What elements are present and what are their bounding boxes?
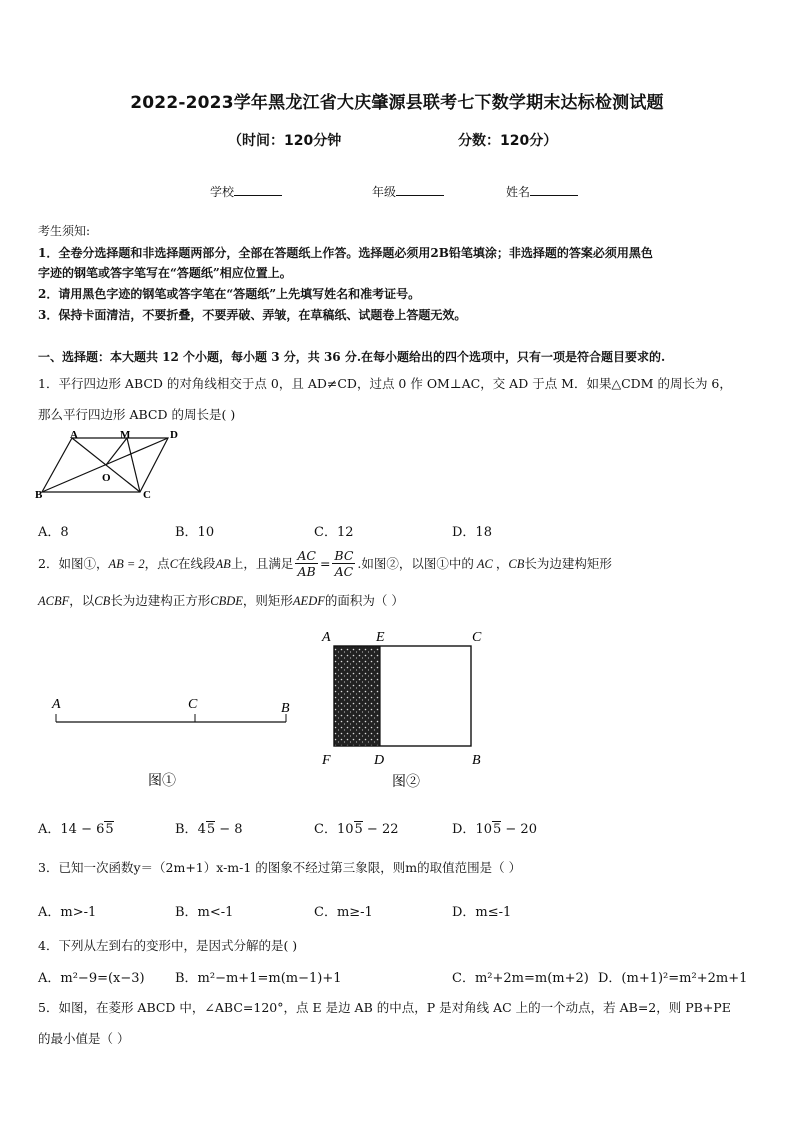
q3-option-a: A．m>-1 (38, 905, 97, 920)
q2-fig2-label-b: B (472, 753, 481, 768)
q4-option-a: A．m²−9=(x−3) (38, 971, 145, 986)
q2-fig2-label-c: C (472, 630, 482, 645)
page-title: 2022-2023学年黑龙江省大庆肇源县联考七下数学期末达标检测试题 (130, 93, 664, 113)
q2-figure-2 (316, 624, 496, 794)
q2-fig2-label-f: F (322, 753, 331, 768)
q2-option-b: B．45 − 8 (175, 822, 243, 837)
q5-text-2: 的最小值是（ ） (38, 1031, 130, 1046)
notice-item-3: 3．保持卡面清洁，不要折叠，不要弄破、弄皱，在草稿纸、试题卷上答题无效。 (38, 308, 467, 322)
q1-label-m: M (120, 429, 131, 441)
q2-mid2: 在线段 (178, 555, 216, 571)
q2-eq: = (319, 555, 331, 571)
q1-text-1: 1．平行四边形 ABCD 的对角线相交于点 0，且 AD≠CD，过点 0 作 OM⊥AC，交 AD 于点 M．如果△CDM 的周长为 6， (38, 376, 732, 391)
q2-text-2: ACBF，以CB长为边建构正方形CBDE，则矩形AEDF的面积为（ ） (38, 593, 404, 608)
q2-after: .如图②，以图①中的 (357, 555, 474, 571)
q2-c: C (169, 556, 179, 571)
q2-fraction-1: $\frac{AC}{AB}$ (297, 548, 316, 579)
exam-score: 分数：120分） (458, 133, 558, 149)
q2-acbf: ACBF (38, 594, 70, 608)
q2-fig2-label-d: D (374, 753, 385, 768)
q2-ab: AB (215, 556, 231, 571)
q1-option-b: B．10 (175, 525, 215, 540)
q4-option-b: B．m²−m+1=m(m−1)+1 (175, 971, 342, 986)
q1-label-o: O (102, 472, 111, 484)
q2-option-d: D．105 − 20 (452, 822, 537, 837)
notice-item-2: 2．请用黑色字迹的钢笔或答字笔在“答题纸”上先填写姓名和准考证号。 (38, 287, 421, 301)
q1-option-c: C．12 (314, 525, 354, 540)
school-blank (234, 184, 282, 196)
q2-after2: 长为边建构矩形 (524, 555, 612, 571)
q2-aedf: AEDF (292, 594, 325, 608)
q3-text: 3．已知一次函数y＝（2m+1）x-m-1 的图象不经过第三象限，则m的取值范围是（ ） (38, 860, 522, 875)
grade-field (372, 183, 444, 200)
q2-prefix: 2．如图①， (38, 555, 109, 571)
q2-fig1-caption: 图① (148, 774, 176, 789)
q2-ac: AC (476, 556, 493, 571)
q1-label-a: A (70, 429, 78, 441)
q2-option-c: C．105 − 22 (314, 822, 399, 837)
q2-fig2-label-a: A (322, 630, 331, 645)
q1-label-b: B (35, 489, 43, 501)
q4-option-d: D．(m+1)²=m²+2m+1 (598, 971, 748, 986)
q2-cb: CB (508, 556, 525, 571)
q1-label-d: D (170, 429, 178, 441)
school-field (210, 183, 282, 200)
name-label: 姓名 (506, 185, 531, 199)
school-label: 学校 (210, 185, 235, 199)
name-field (506, 183, 578, 200)
exam-time: （时间：120分钟 (228, 133, 342, 149)
q2-mid1: ，点 (144, 555, 170, 571)
q3-option-b: B．m<-1 (175, 905, 234, 920)
q1-parallelogram-figure (34, 428, 178, 508)
notice-heading: 考生须知: (38, 224, 91, 238)
q4-option-c: C．m²+2m=m(m+2) (452, 971, 589, 986)
q2-cb-2: CB (94, 594, 111, 608)
q2-comma: ， (495, 555, 509, 571)
q2-fraction-2: $\frac{BC}{AC}$ (334, 548, 354, 579)
q2-fig2-label-e: E (376, 630, 385, 645)
q3-option-c: C．m≥-1 (314, 905, 373, 920)
q2-cbde: CBDE (210, 594, 243, 608)
q2-option-a: A．14 − 65 (38, 822, 114, 837)
q2-figure-1 (40, 690, 310, 790)
q2-fig1-label-b: B (281, 701, 290, 716)
notice-item-1b: 字迹的钢笔或答字笔写在“答题纸”相应位置上。 (38, 266, 292, 280)
q2-rectangle-aedf (334, 646, 380, 746)
q2-mid3: 上，且满足 (230, 555, 294, 571)
q2-fig2-caption: 图② (392, 775, 420, 790)
grade-label: 年级 (372, 185, 397, 199)
q2-fig1-label-a: A (52, 697, 61, 712)
q1-segment-om (106, 438, 127, 465)
notice-item-1: 1．全卷分选择题和非选择题两部分，全部在答题纸上作答。选择题必须用2B铅笔填涂；非选择题的答案必须用黑色 (38, 246, 653, 260)
q2-ab-eq: AB = 2 (108, 556, 145, 571)
section-heading: 一、选择题：本大题共 12 个小题，每小题 3 分，共 36 分.在每小题给出的四个选项中，只有一项是符合题目要求的. (38, 350, 666, 364)
q2-text-1 (38, 548, 758, 579)
q4-text: 4．下列从左到右的变形中，是因式分解的是( ) (38, 938, 298, 953)
q1-option-a: A．8 (38, 525, 69, 540)
q1-option-d: D．18 (452, 525, 492, 540)
q1-label-c: C (143, 489, 151, 501)
name-blank (530, 184, 578, 196)
grade-blank (396, 184, 444, 196)
q1-text-2: 那么平行四边形 ABCD 的周长是( ) (38, 407, 236, 422)
q2-fig1-label-c: C (188, 697, 198, 712)
q3-option-d: D．m≤-1 (452, 905, 512, 920)
q5-text-1: 5．如图，在菱形 ABCD 中，∠ABC=120°，点 E 是边 AB 的中点，P 是对角线 AC 上的一个动点，若 AB=2，则 PB+PE (38, 1000, 731, 1015)
